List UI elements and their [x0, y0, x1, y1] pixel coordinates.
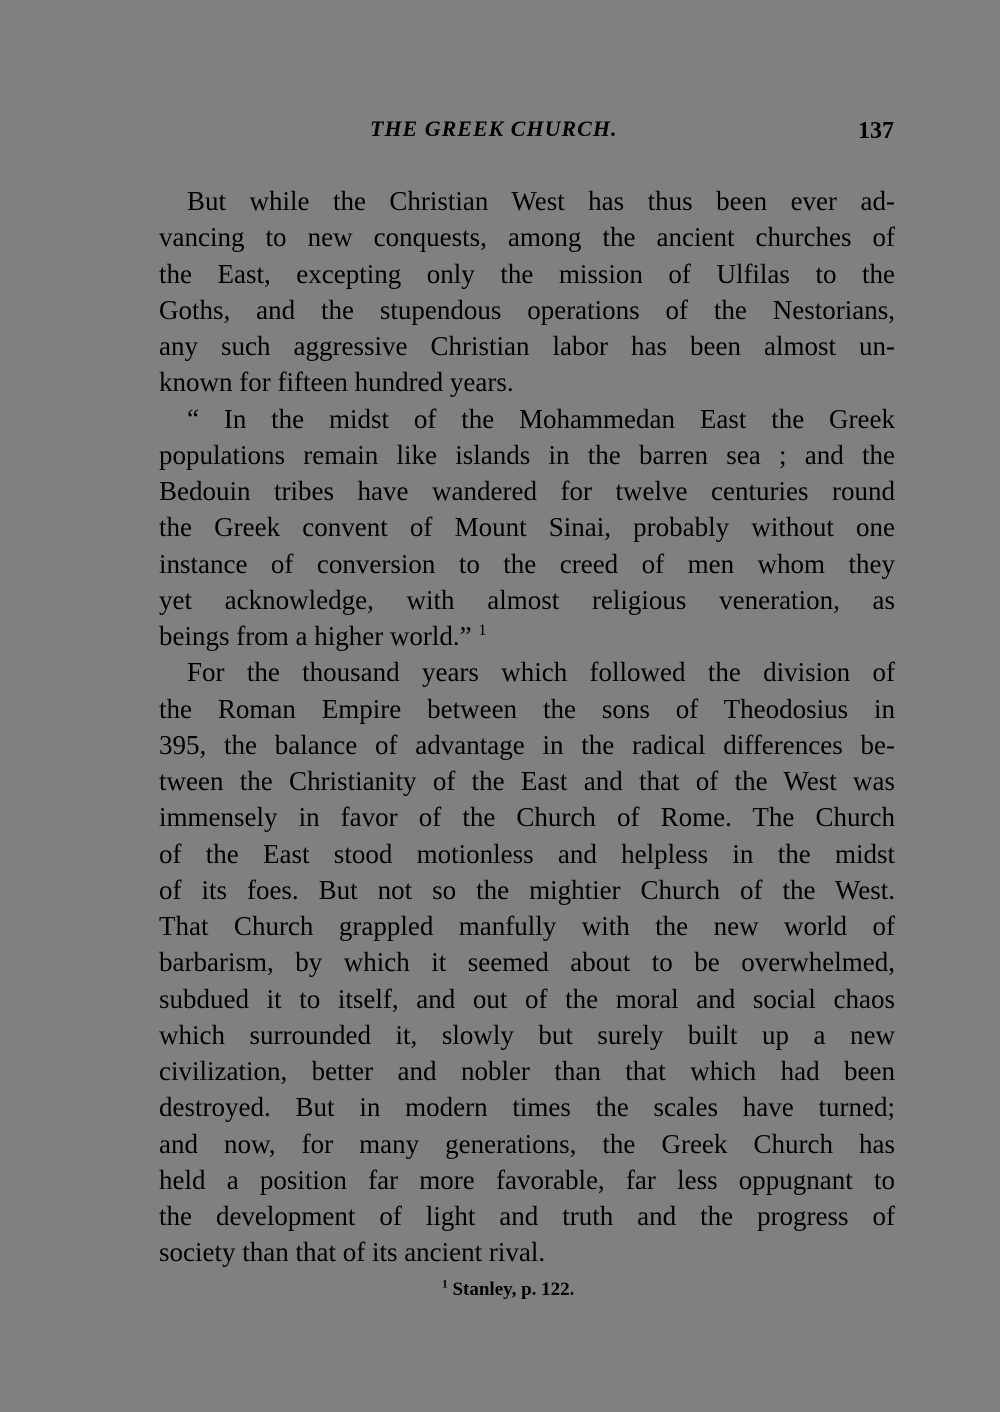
text-line: which surrounded it, slowly but surely built up a new	[159, 1019, 895, 1050]
text-line: held a position far more favorable, far less oppugnant to	[159, 1164, 895, 1195]
text-line: the Roman Empire between the sons of Theodosius in	[159, 693, 895, 724]
paragraph-1	[159, 183, 895, 401]
paragraph-3	[159, 654, 895, 1270]
text-line: society than that of its ancient rival.	[159, 1237, 546, 1268]
text-line: the development of light and truth and the progress of	[159, 1201, 895, 1231]
text-line: “ In the midst of the Mohammedan East the Greek	[187, 403, 895, 434]
text-line: immensely in favor of the Church of Rome. The Church	[159, 802, 895, 833]
text-line: yet acknowledge, with almost religious veneration, as	[159, 584, 895, 615]
body-text	[159, 183, 895, 1271]
text-line: 395, the balance of advantage in the radical differences be-	[159, 729, 895, 760]
text-line: barbarism, by which it seemed about to be overwhelmed,	[159, 947, 895, 978]
text-line: Bedouin tribes have wandered for twelve centuries round	[159, 476, 895, 506]
text-line: destroyed. But in modern times the scales have turned;	[159, 1092, 895, 1123]
text-line-content: beings from a higher world.”	[159, 621, 472, 651]
text-line: Goths, and the stupendous operations of the Nestorians,	[159, 294, 895, 325]
text-line: populations remain like islands in the barren sea ; and the	[159, 439, 895, 470]
text-line: tween the Christianity of the East and that of the West was	[159, 766, 895, 796]
footnote-text: Stanley, p. 122.	[452, 1279, 575, 1300]
footnote-marker: 1	[442, 1278, 448, 1291]
text-line: the East, excepting only the mission of Ulfilas to the	[159, 258, 895, 289]
text-line-with-footnote	[159, 618, 895, 654]
text-line: and now, for many generations, the Greek Church has	[159, 1128, 895, 1159]
page-number: 137	[858, 118, 894, 144]
text-line: any such aggressive Christian labor has been almost un-	[159, 331, 895, 361]
text-line: But while the Christian West has thus been ever ad-	[187, 186, 895, 216]
text-line: instance of conversion to the creed of men whom they	[159, 548, 895, 579]
text-line: the Greek convent of Mount Sinai, probably without one	[159, 512, 895, 543]
paragraph-2	[159, 401, 895, 655]
text-line: subdued it to itself, and out of the moral and social chaos	[159, 983, 895, 1014]
text-line: of its foes. But not so the mightier Church of the West.	[159, 874, 895, 905]
text-line: of the East stood motionless and helpless in the midst	[159, 838, 895, 869]
text-line: civilization, better and nobler than that which had been	[159, 1056, 895, 1086]
text-line: vancing to new conquests, among the ancient churches of	[159, 222, 895, 253]
text-line: For the thousand years which followed the division of	[187, 657, 895, 688]
text-line: That Church grappled manfully with the new world of	[159, 911, 895, 941]
footnote	[442, 1276, 574, 1304]
running-title: THE GREEK CHURCH.	[370, 116, 618, 141]
text-line: known for fifteen hundred years.	[159, 367, 514, 398]
footnote-reference: 1	[478, 621, 487, 639]
